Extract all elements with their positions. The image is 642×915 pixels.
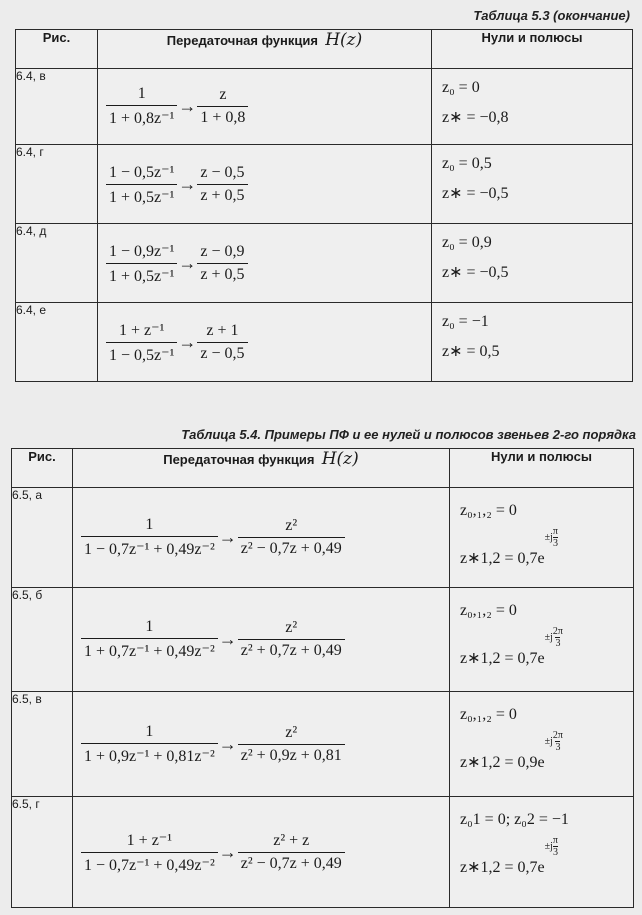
- cell-ris: 6.4, г: [16, 145, 98, 224]
- tf-fraction-right: [238, 724, 345, 765]
- cell-zeros-poles: [450, 588, 634, 692]
- tf-fraction-left-denominator: 1 + 0,5z⁻¹: [106, 263, 177, 286]
- exponent-numerator: 2π: [552, 626, 563, 637]
- header-zeros-poles: Нули и полюсы: [450, 449, 634, 488]
- tf-fraction-left-denominator: 1 + 0,9z⁻¹ + 0,81z⁻²: [81, 743, 218, 766]
- zero-value: z₀ = 0,9: [442, 234, 492, 251]
- header-tf-label: Передаточная функция: [166, 33, 318, 48]
- arrow-icon: →: [218, 629, 237, 649]
- tf-fraction-left-denominator: 1 − 0,7z⁻¹ + 0,49z⁻²: [81, 536, 218, 559]
- tf-fraction-right-numerator: z − 0,5: [200, 163, 245, 181]
- tf-fraction-right-numerator: z + 1: [206, 321, 239, 339]
- exponent-numerator: 2π: [552, 730, 563, 741]
- arrow-icon: →: [218, 733, 237, 754]
- zeros-poles: [450, 588, 633, 668]
- pole-exponent: [545, 626, 563, 649]
- tf-fraction-right-numerator: z²: [285, 619, 298, 636]
- tf-fraction-right-denominator: z² − 0,7z + 0,49: [238, 852, 345, 873]
- pole-value: z∗ = −0,8: [442, 109, 509, 126]
- tf-fraction-left-numerator: 1: [137, 85, 146, 102]
- exponent-fraction: [553, 730, 563, 753]
- exponent-numerator: π: [552, 526, 558, 537]
- table2-caption-number: Таблица 5.4.: [181, 427, 262, 442]
- tf-fraction-right-denominator: z − 0,5: [197, 342, 247, 363]
- tf-fraction-right: [238, 517, 345, 558]
- arrow-icon: →: [178, 173, 197, 194]
- zeros-poles: [432, 145, 632, 203]
- table-5-3: [15, 29, 633, 382]
- header-transfer-function: [73, 449, 450, 488]
- pole-base: z∗1,2 = 0,7e: [460, 650, 545, 667]
- zeros-poles: [450, 692, 633, 772]
- pole-expression: [460, 526, 558, 568]
- header-tf-label: Передаточная функция: [163, 452, 315, 467]
- tf-fraction-right: [197, 322, 247, 363]
- cell-ris: 6.5, г: [12, 797, 73, 908]
- table-row: [12, 692, 634, 797]
- tf-fraction-right-denominator: z² + 0,9z + 0,81: [238, 744, 345, 765]
- transfer-function: [73, 797, 449, 907]
- arrow-icon: →: [178, 331, 197, 352]
- table-row: [16, 69, 633, 145]
- tf-fraction-left-numerator: 1 − 0,9z⁻¹: [109, 242, 175, 260]
- zero-value: z₀ = 0,5: [442, 155, 492, 172]
- tf-fraction-left-numerator: 1: [145, 722, 154, 740]
- tf-fraction-left-denominator: 1 + 0,8z⁻¹: [106, 105, 177, 128]
- zero-value: z₀,₁,₂ = 0: [460, 502, 517, 519]
- transfer-function: [98, 145, 431, 223]
- cell-ris: 6.4, е: [16, 303, 98, 382]
- tf-fraction-right-numerator: z² + z: [273, 831, 310, 849]
- exponent-pm-j: ±j: [544, 736, 553, 747]
- tf-fraction-left: [81, 516, 218, 559]
- tf-fraction-left-numerator: 1: [145, 516, 154, 533]
- cell-zeros-poles: [450, 488, 634, 588]
- header-ris: Рис.: [16, 30, 98, 69]
- tf-fraction-right-numerator: z − 0,9: [200, 242, 245, 260]
- tf-fraction-right: [238, 832, 345, 873]
- exponent-denominator: 3: [555, 638, 561, 649]
- table1-caption: Таблица 5.3 (окончание): [473, 8, 630, 23]
- tf-fraction-right: [197, 243, 247, 284]
- tf-fraction-left: [81, 618, 218, 661]
- tf-fraction-left: [106, 85, 177, 128]
- exponent-denominator: 3: [552, 847, 558, 858]
- tf-fraction-right-denominator: z + 0,5: [197, 184, 247, 205]
- tf-fraction-left-denominator: 1 − 0,7z⁻¹ + 0,49z⁻²: [81, 852, 218, 875]
- table2-caption-text: Примеры ПФ и ее нулей и полюсов звеньев 2-го порядка: [261, 427, 636, 442]
- arrow-icon: →: [178, 96, 197, 116]
- transfer-function: [73, 488, 449, 587]
- pole-expression: [460, 835, 558, 877]
- transfer-function: [98, 224, 431, 302]
- transfer-function: [98, 303, 431, 381]
- pole-value: z∗ = −0,5: [442, 264, 509, 281]
- cell-zeros-poles: [432, 145, 633, 224]
- tf-fraction-right-numerator: z: [219, 86, 227, 103]
- header-transfer-function: [98, 30, 432, 69]
- cell-transfer-function: [73, 797, 450, 908]
- cell-zeros-poles: [432, 69, 633, 145]
- transfer-function: [73, 692, 449, 796]
- exponent-fraction: [553, 835, 558, 858]
- tf-fraction-left: [81, 830, 218, 875]
- cell-transfer-function: [73, 692, 450, 797]
- header-hz: H(z): [325, 30, 363, 50]
- header-hz: H(z): [321, 449, 359, 469]
- tf-fraction-left-numerator: 1 + z⁻¹: [119, 321, 165, 339]
- table-5-4: [11, 448, 634, 908]
- zeros-poles: [450, 488, 633, 568]
- transfer-function: [98, 69, 431, 144]
- cell-zeros-poles: [432, 224, 633, 303]
- arrow-icon: →: [218, 527, 237, 547]
- tf-fraction-left-denominator: 1 + 0,7z⁻¹ + 0,49z⁻²: [81, 638, 218, 661]
- tf-fraction-left-denominator: 1 + 0,5z⁻¹: [106, 184, 177, 207]
- table-row: [16, 145, 633, 224]
- tf-fraction-left-numerator: 1 − 0,5z⁻¹: [109, 163, 175, 181]
- cell-transfer-function: [98, 224, 432, 303]
- table-row: [16, 224, 633, 303]
- zeros-poles: [432, 303, 632, 361]
- exponent-pm-j: ±j: [544, 632, 553, 643]
- pole-exponent: [545, 835, 558, 858]
- exponent-numerator: π: [552, 835, 558, 846]
- tf-fraction-right-denominator: z² + 0,7z + 0,49: [238, 639, 345, 660]
- cell-transfer-function: [73, 488, 450, 588]
- arrow-icon: →: [218, 841, 237, 862]
- pole-base: z∗1,2 = 0,9e: [460, 754, 545, 771]
- tf-fraction-left: [106, 241, 177, 286]
- table-row: [12, 488, 634, 588]
- pole-value: [460, 835, 633, 877]
- tf-fraction-left-numerator: 1 + z⁻¹: [126, 831, 173, 849]
- tf-fraction-left: [106, 320, 177, 365]
- exponent-denominator: 3: [555, 742, 561, 753]
- cell-transfer-function: [98, 145, 432, 224]
- tf-fraction-right: [197, 86, 248, 127]
- pole-value: [460, 526, 633, 568]
- tf-fraction-right-denominator: 1 + 0,8: [197, 106, 248, 127]
- pole-base: z∗1,2 = 0,7e: [460, 550, 545, 567]
- tf-fraction-right-denominator: z² − 0,7z + 0,49: [238, 537, 345, 558]
- zeros-poles: [432, 69, 632, 127]
- zero-value: z₀ = −1: [442, 313, 489, 330]
- tf-fraction-left-denominator: 1 − 0,5z⁻¹: [106, 342, 177, 365]
- header-ris: Рис.: [12, 449, 73, 488]
- tf-fraction-left: [106, 162, 177, 207]
- tf-fraction-right: [238, 619, 345, 660]
- exponent-fraction: [553, 526, 558, 549]
- table1-header-row: [16, 30, 633, 69]
- table-row: [12, 588, 634, 692]
- tf-fraction-left: [81, 723, 218, 766]
- exponent-fraction: [553, 626, 563, 649]
- table-row: [12, 797, 634, 908]
- cell-zeros-poles: [450, 692, 634, 797]
- tf-fraction-right-denominator: z + 0,5: [197, 263, 247, 284]
- zeros-poles: [432, 224, 632, 282]
- cell-ris: 6.5, а: [12, 488, 73, 588]
- exponent-denominator: 3: [552, 538, 558, 549]
- zero-value: z₀ = 0: [442, 79, 480, 96]
- zeros-poles: [450, 797, 633, 877]
- zero-value: z₀,₁,₂ = 0: [460, 706, 517, 723]
- pole-base: z∗1,2 = 0,7e: [460, 859, 545, 876]
- table2-caption: [181, 427, 636, 442]
- cell-ris: 6.5, в: [12, 692, 73, 797]
- cell-ris: 6.4, в: [16, 69, 98, 145]
- cell-transfer-function: [98, 69, 432, 145]
- cell-transfer-function: [73, 588, 450, 692]
- exponent-pm-j: ±j: [544, 532, 553, 543]
- cell-ris: 6.5, б: [12, 588, 73, 692]
- exponent-pm-j: ±j: [544, 841, 553, 852]
- cell-ris: 6.4, д: [16, 224, 98, 303]
- zero-value: z₀1 = 0; z₀2 = −1: [460, 811, 569, 828]
- pole-value: z∗ = 0,5: [442, 343, 500, 360]
- pole-exponent: [545, 730, 563, 753]
- tf-fraction-right-numerator: z²: [285, 723, 298, 741]
- cell-zeros-poles: [450, 797, 634, 908]
- transfer-function: [73, 588, 449, 691]
- table2-header-row: [12, 449, 634, 488]
- pole-value: z∗ = −0,5: [442, 185, 509, 202]
- header-zeros-poles: Нули и полюсы: [432, 30, 633, 69]
- cell-transfer-function: [98, 303, 432, 382]
- tf-fraction-left-numerator: 1: [145, 618, 154, 635]
- tf-fraction-right: [197, 164, 247, 205]
- zero-value: z₀,₁,₂ = 0: [460, 602, 517, 619]
- arrow-icon: →: [178, 252, 197, 273]
- table-row: [16, 303, 633, 382]
- pole-exponent: [545, 526, 558, 549]
- tf-fraction-right-numerator: z²: [285, 517, 298, 534]
- cell-zeros-poles: [432, 303, 633, 382]
